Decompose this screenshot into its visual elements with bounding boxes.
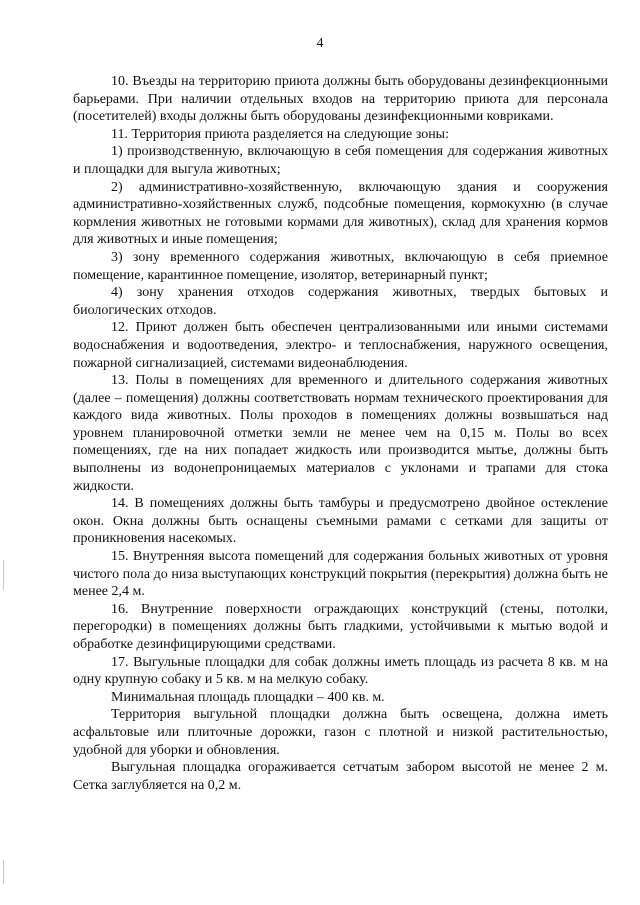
scan-edge-mark bbox=[3, 860, 4, 884]
list-item-zone-3: 3) зону временного содержания животных, включающую в себя приемное помещение, карантинное помещение, изолятор, ветеринарный пункт; bbox=[73, 249, 608, 283]
paragraph-lighting: Территория выгульной площадки должна быть освещена, должна иметь асфальтовые или плиточные дорожки, газон с плотной и низкой растительностью, удобной для уборки и обновления. bbox=[73, 707, 608, 758]
paragraph-17-walking-areas: 17. Выгульные площадки для собак должны иметь площадь из расчета 8 кв. м на одну крупную собаку и 5 кв. м на мелкую собаку. bbox=[73, 654, 608, 688]
scan-edge-mark bbox=[3, 560, 4, 590]
paragraph-fence: Выгульная площадка огораживается сетчатым забором высотой не менее 2 м. Сетка заглубляется на 0,2 м. bbox=[73, 760, 608, 793]
paragraph-minimum-area: Минимальная площадь площадки – 400 кв. м. bbox=[111, 689, 385, 705]
document-body bbox=[73, 73, 608, 794]
paragraph-16-surfaces: 16. Внутренние поверхности ограждающих конструкций (стены, потолки, перегородки) в помещениях должны быть гладкими, устойчивыми к мытью водой и обработке дезинфицирующими средствами. bbox=[73, 601, 608, 652]
list-item-zone-2: 2) административно-хозяйственную, включающую здания и сооружения административно-хозяйственных служб, подсобные помещения, кормокухню (в случае кормления животных не готовыми кормами для животных), склад для хранения кормов для животных и иные помещения; bbox=[73, 179, 608, 248]
paragraph-15-height: 15. Внутренняя высота помещений для содержания больных животных от уровня чистого пола до низа выступающих конструкций покрытия (перекрытия) должна быть не менее 2,4 м. bbox=[73, 549, 608, 600]
paragraph-13-floors: 13. Полы в помещениях для временного и длительного содержания животных (далее – помещения) должны соответствовать нормам технического проектирования для каждого вида животных. Полы проходов в помещениях должны возвышаться над уровнем планировочной отметки земли не менее чем на 0,15 м. Полы во всех помещениях, где на них попадает жидкость или производится мытье, должны быть выполнены из водонепроницаемых материалов с уклонами и трапами для стока жидкости. bbox=[73, 373, 608, 494]
list-item-zone-4: 4) зону хранения отходов содержания животных, твердых бытовых и биологических отходов. bbox=[73, 285, 608, 318]
paragraph-12-utilities: 12. Приют должен быть обеспечен централизованными или иными системами водоснабжения и водоотведения, электро- и теплоснабжения, наружного освещения, пожарной сигнализацией, системами видеонаблюдения. bbox=[73, 320, 608, 371]
paragraph-10-entrances: 10. Въезды на территорию приюта должны быть оборудованы дезинфекционными барьерами. При наличии отдельных входов на территорию приюта для персонала (посетителей) входы должны быть оборудованы дезинфекционными ковриками. bbox=[73, 74, 608, 125]
paragraph-11-zones: 11. Территория приюта разделяется на следующие зоны: bbox=[111, 126, 449, 142]
paragraph-14-vestibules: 14. В помещениях должны быть тамбуры и предусмотрено двойное остекление окон. Окна должны быть оснащены съемными рамами с сетками для защиты от проникновения насекомых. bbox=[73, 496, 608, 547]
list-item-zone-1: 1) производственную, включающую в себя помещения для содержания животных и площадки для выгула животных; bbox=[73, 144, 608, 177]
page-number: 4 bbox=[316, 36, 324, 51]
